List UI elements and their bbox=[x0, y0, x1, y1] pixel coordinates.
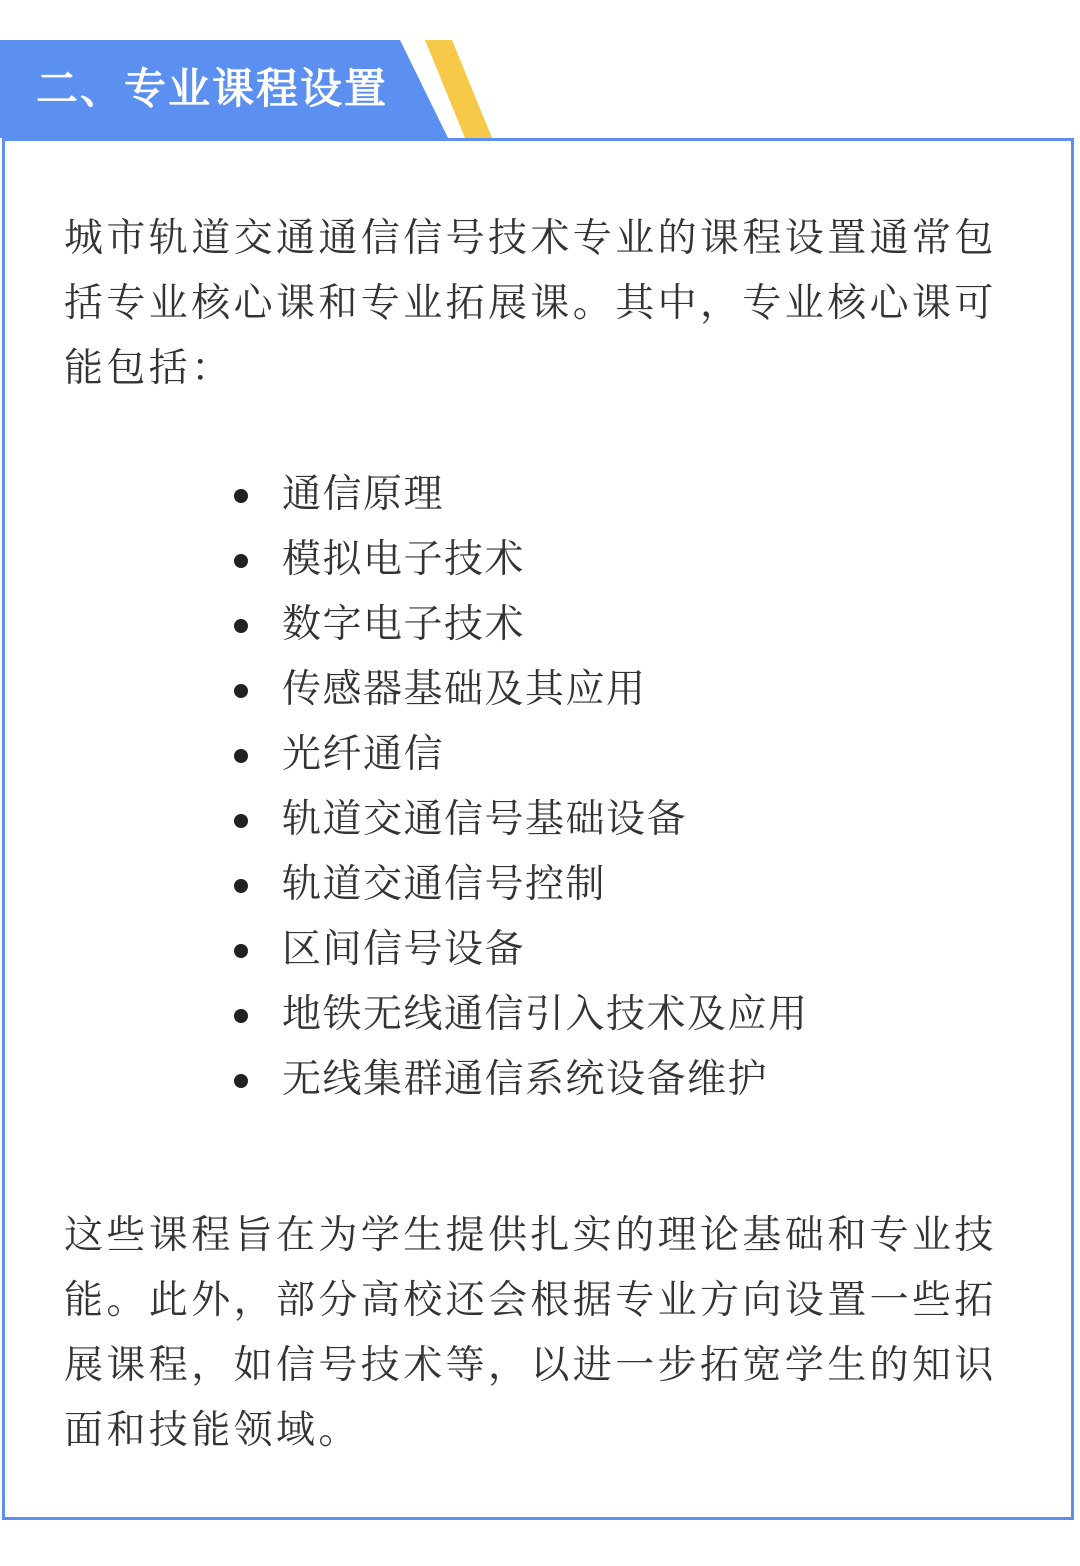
course-label: 轨道交通信号控制 bbox=[282, 862, 607, 907]
bullet-icon bbox=[234, 879, 248, 893]
section-header bbox=[0, 40, 520, 140]
course-list bbox=[226, 462, 809, 1112]
course-item bbox=[226, 1047, 809, 1112]
course-item bbox=[226, 917, 809, 982]
course-item bbox=[226, 787, 809, 852]
course-label: 传感器基础及其应用 bbox=[282, 667, 647, 712]
course-item bbox=[226, 527, 809, 592]
bullet-icon bbox=[234, 619, 248, 633]
section-title: 二、专业课程设置 bbox=[36, 64, 389, 113]
course-item bbox=[226, 462, 809, 527]
bullet-icon bbox=[234, 1009, 248, 1023]
course-label: 地铁无线通信引入技术及应用 bbox=[282, 992, 809, 1037]
bullet-icon bbox=[234, 1074, 248, 1088]
course-label: 数字电子技术 bbox=[282, 602, 526, 647]
course-item bbox=[226, 722, 809, 787]
course-item bbox=[226, 592, 809, 657]
bullet-icon bbox=[234, 814, 248, 828]
course-label: 区间信号设备 bbox=[282, 927, 526, 972]
course-item bbox=[226, 852, 809, 917]
bullet-icon bbox=[234, 749, 248, 763]
bullet-icon bbox=[234, 489, 248, 503]
course-item bbox=[226, 657, 809, 722]
course-label: 通信原理 bbox=[282, 472, 445, 517]
intro-paragraph: 城市轨道交通通信信号技术专业的课程设置通常包括专业核心课和专业拓展课。其中，专业核心课可能包括： bbox=[64, 216, 997, 391]
course-label: 轨道交通信号基础设备 bbox=[282, 797, 688, 842]
bullet-icon bbox=[234, 944, 248, 958]
bullet-icon bbox=[234, 684, 248, 698]
course-label: 模拟电子技术 bbox=[282, 537, 526, 582]
outro-paragraph: 这些课程旨在为学生提供扎实的理论基础和专业技能。此外，部分高校还会根据专业方向设置一些拓展课程，如信号技术等，以进一步拓宽学生的知识面和技能领域。 bbox=[64, 1213, 997, 1453]
course-item bbox=[226, 982, 809, 1047]
course-label: 光纤通信 bbox=[282, 732, 445, 777]
course-label: 无线集群通信系统设备维护 bbox=[282, 1057, 769, 1102]
bullet-icon bbox=[234, 554, 248, 568]
